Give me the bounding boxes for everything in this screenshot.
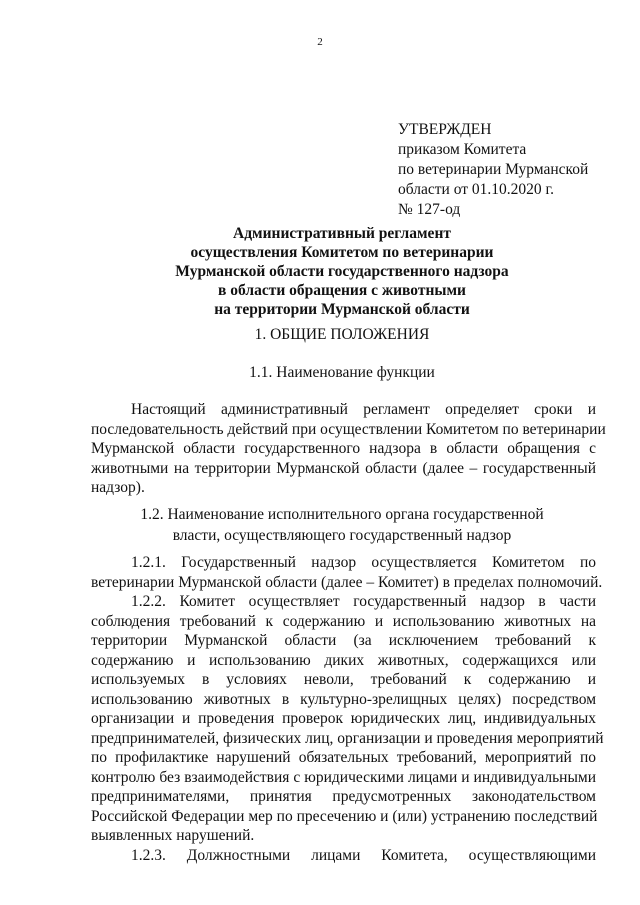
title-line: Мурманской области государственного надзора: [175, 263, 509, 280]
paragraph-line: организации и проведения проверок юридических лиц, индивидуальных: [91, 710, 596, 727]
subhead-line: 1.2. Наименование исполнительного органа государственной: [140, 506, 544, 523]
paragraph-line: последовательность действий при осуществлении Комитетом по ветеринарии: [91, 420, 606, 438]
paragraph-1-2-3: [91, 846, 596, 866]
section-heading-general: 1. ОБЩИЕ ПОЛОЖЕНИЯ: [254, 326, 430, 343]
title-line: Административный регламент: [233, 225, 451, 242]
approval-block: [398, 120, 588, 220]
paragraph-line: 1.2.1. Государственный надзор осуществляется Комитетом по: [131, 554, 596, 571]
paragraph-line: соблюдения требований к содержанию и использованию животных на: [91, 612, 596, 630]
document-title: [88, 224, 596, 319]
title-line: на территории Мурманской области: [214, 301, 470, 318]
approval-line: УТВЕРЖДЕН: [398, 121, 492, 138]
subhead-line: власти, осуществляющего государственный надзор: [172, 527, 512, 544]
paragraph-line: предпринимателей, физических лиц, организации и проведения мероприятий: [91, 729, 604, 747]
paragraph-line: Настоящий административный регламент определяет сроки и: [131, 401, 596, 418]
paragraph-line: содержанию и использованию диких животных, содержащихся или: [91, 651, 596, 669]
paragraph-intro: [91, 400, 606, 498]
section-heading-executive-body: [88, 504, 596, 546]
title-line: в области обращения с животными: [218, 282, 466, 299]
title-line: осуществления Комитетом по ветеринарии: [190, 244, 494, 261]
paragraph-line: 1.2.2. Комитет осуществляет государственный надзор в части: [131, 593, 596, 610]
paragraph-line: надзор).: [91, 479, 145, 496]
approval-line: области от 01.10.2020 г.: [398, 181, 554, 198]
approval-line: приказом Комитета: [398, 141, 527, 158]
paragraph-line: 1.2.3. Должностными лицами Комитета, осуществляющими: [131, 847, 596, 864]
paragraph-line: территории Мурманской области (за исключением требований к: [91, 632, 596, 649]
section-heading-function-name: 1.1. Наименование функции: [249, 364, 435, 381]
paragraph-line: Мурманской области государственного надзора в области обращения с: [91, 440, 596, 457]
paragraph-line: используемых в условиях неволи, требований к содержанию и: [91, 671, 596, 688]
paragraph-line: предпринимателями, принятия предусмотренных законодательством: [91, 788, 596, 805]
paragraph-line: Российской Федерации мер по пресечению и (или) устранению последствий: [91, 807, 598, 825]
paragraph-line: по профилактике нарушений обязательных требований, мероприятий по: [91, 749, 596, 766]
approval-line: по ветеринарии Мурманской: [398, 161, 589, 178]
paragraph-line: использованию животных в культурно-зрелищных целях) посредством: [91, 690, 596, 708]
paragraph-1-2-2: [91, 592, 604, 846]
paragraph-1-2-1: [91, 553, 603, 592]
paragraph-line: выявленных нарушений.: [91, 827, 255, 844]
paragraph-line: животными на территории Мурманской области (далее – государственный: [91, 459, 596, 477]
paragraph-line: контролю без взаимодействия с юридическими лицами и индивидуальными: [91, 768, 596, 786]
page-number: 2: [317, 36, 323, 48]
paragraph-line: ветеринарии Мурманской области (далее – Комитет) в пределах полномочий.: [91, 573, 603, 591]
approval-line: № 127-од: [398, 201, 461, 218]
